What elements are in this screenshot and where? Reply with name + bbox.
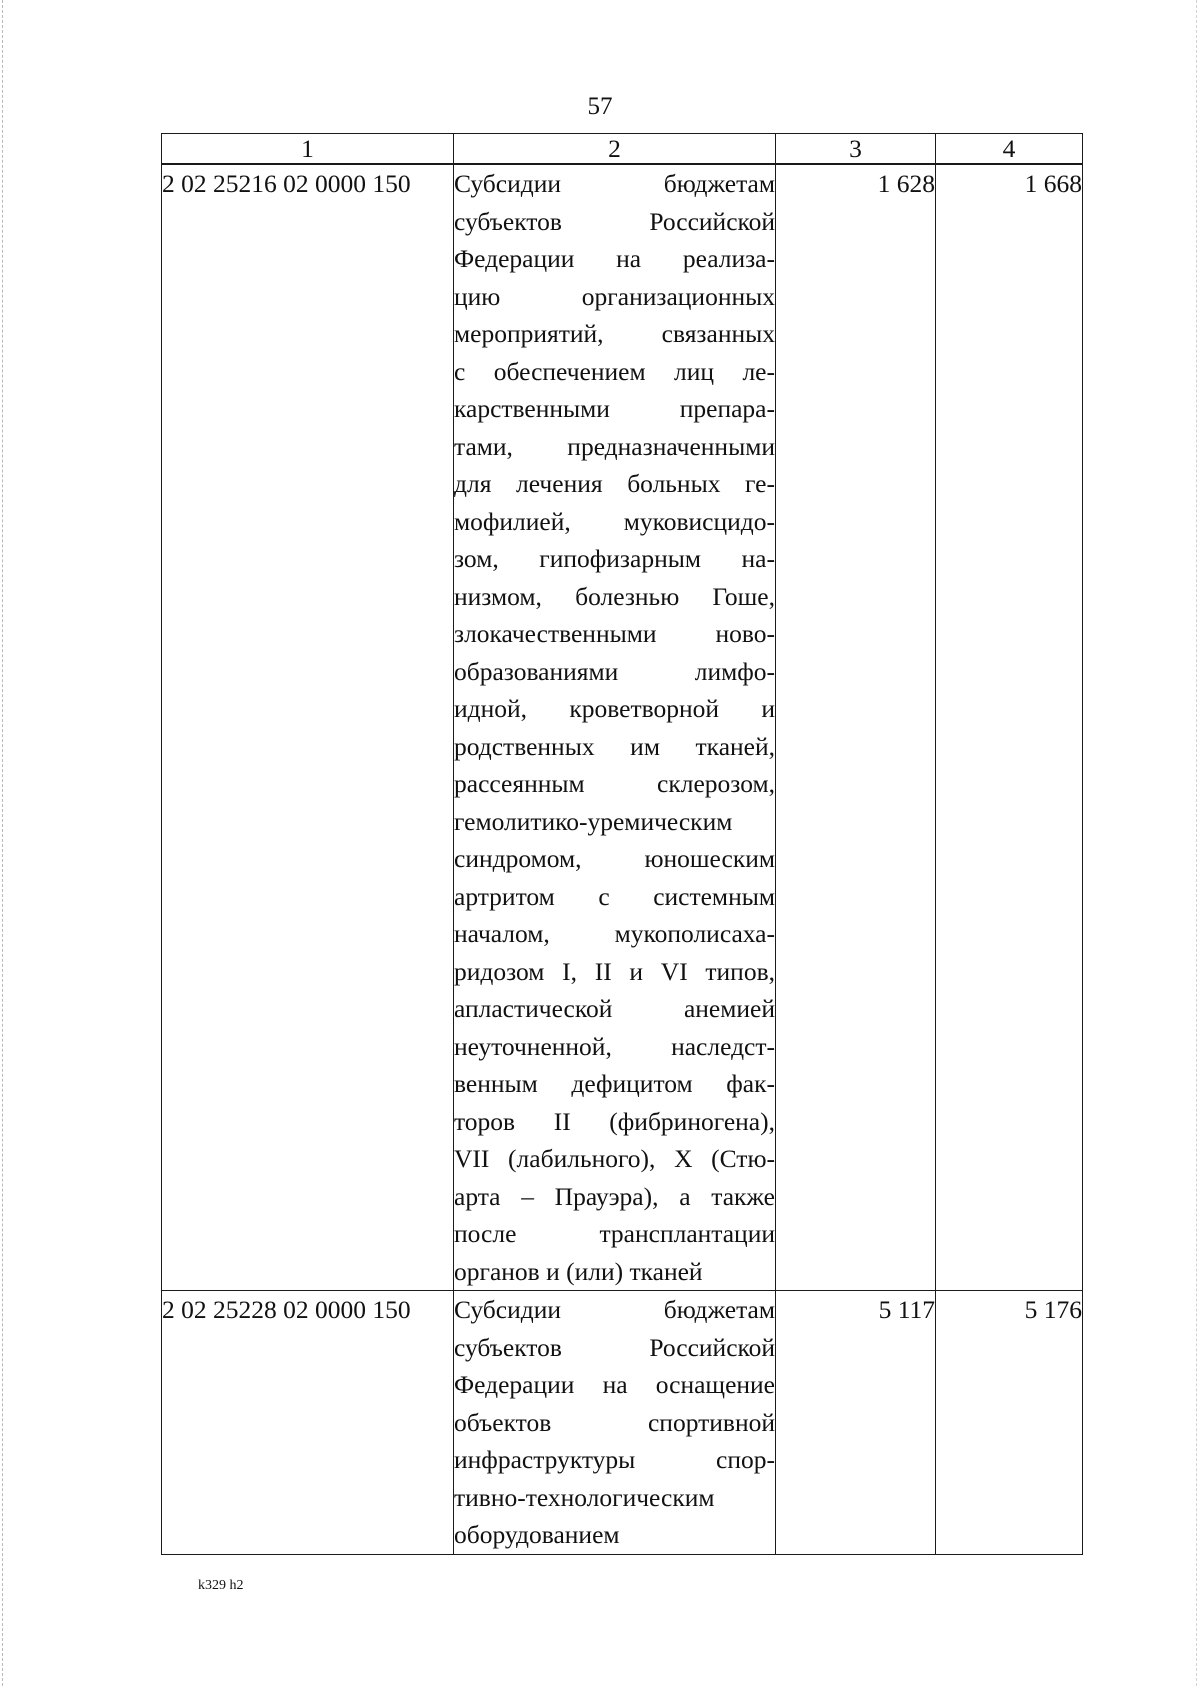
header-col-2: 2: [454, 134, 776, 165]
description-line: родственных им тканей,: [454, 731, 775, 761]
description-line: субъектов Российской: [454, 206, 775, 236]
description-cell: [454, 164, 776, 1291]
budget-code-cell: 2 02 25228 02 0000 150: [162, 1291, 454, 1555]
footer-code: k329 h2: [198, 1578, 244, 1593]
value-col-3-cell: 5 117: [776, 1291, 936, 1555]
scan-edge-right: [1196, 0, 1197, 1686]
description-line: VII (лабильного), X (Стю-: [454, 1144, 775, 1173]
description-line: рассеянным склерозом,: [454, 769, 775, 798]
table-body: [162, 164, 1083, 1554]
description-line: Федерации на оснащение: [454, 1370, 775, 1399]
description-cell: [454, 1291, 776, 1555]
description-line: неуточненной, наследст-: [454, 1031, 775, 1061]
table-row: [162, 1291, 1083, 1555]
description-line: с обеспечением лиц ле-: [454, 356, 775, 386]
description-line: тами, предназначенными: [454, 431, 775, 461]
description-line: Субсидии бюджетам: [454, 1295, 775, 1324]
description-line: торов II (фибриногена),: [454, 1106, 775, 1136]
description-line: злокачественными ново-: [454, 619, 775, 648]
header-col-1: 1: [162, 134, 454, 165]
description-line: инфраструктуры спор-: [454, 1445, 775, 1474]
description-line: для лечения больных ге-: [454, 469, 775, 498]
description-line: Субсидии бюджетам: [454, 169, 775, 198]
description-line: объектов спортивной: [454, 1407, 775, 1437]
description-line: синдромом, юношеским: [454, 844, 775, 873]
header-col-4: 4: [936, 134, 1083, 165]
table-header-row: [162, 134, 1083, 165]
budget-table: [161, 133, 1083, 1555]
description-line: ридозом I, II и VI типов,: [454, 956, 775, 986]
budget-code-cell: 2 02 25216 02 0000 150: [162, 164, 454, 1291]
description-line: субъектов Российской: [454, 1332, 775, 1362]
header-col-3: 3: [776, 134, 936, 165]
description-line: началом, мукополисаха-: [454, 919, 775, 948]
description-line: органов и (или) тканей: [454, 1256, 703, 1286]
value-col-4-cell: 5 176: [936, 1291, 1083, 1555]
description-line: карственными препара-: [454, 394, 775, 423]
description-line: Федерации на реализа-: [454, 244, 775, 273]
value-col-4-cell: 1 668: [936, 164, 1083, 1291]
description-line: мофилией, муковисцидо-: [454, 506, 775, 536]
description-line: артритом с системным: [454, 881, 775, 911]
description-line: арта – Прауэра), а также: [454, 1181, 775, 1211]
description-line: венным дефицитом фак-: [454, 1069, 775, 1098]
table-row: [162, 164, 1083, 1291]
page-number: 57: [587, 93, 613, 120]
value-col-3-cell: 1 628: [776, 164, 936, 1291]
description-line: образованиями лимфо-: [454, 656, 775, 686]
description-line: мероприятий, связанных: [454, 319, 775, 348]
scan-edge-left: [2, 0, 3, 1686]
description-line: низмом, болезнью Гоше,: [454, 581, 775, 611]
description-line: тивно-технологическим: [454, 1482, 715, 1512]
description-line: зом, гипофизарным на-: [454, 544, 775, 573]
description-line: оборудованием: [454, 1520, 620, 1549]
description-line: идной, кроветворной и: [454, 694, 775, 723]
description-line: апластической анемией: [454, 994, 775, 1023]
description-line: гемолитико-уремическим: [454, 806, 733, 836]
description-line: цию организационных: [454, 281, 775, 311]
description-line: после трансплантации: [454, 1219, 775, 1248]
